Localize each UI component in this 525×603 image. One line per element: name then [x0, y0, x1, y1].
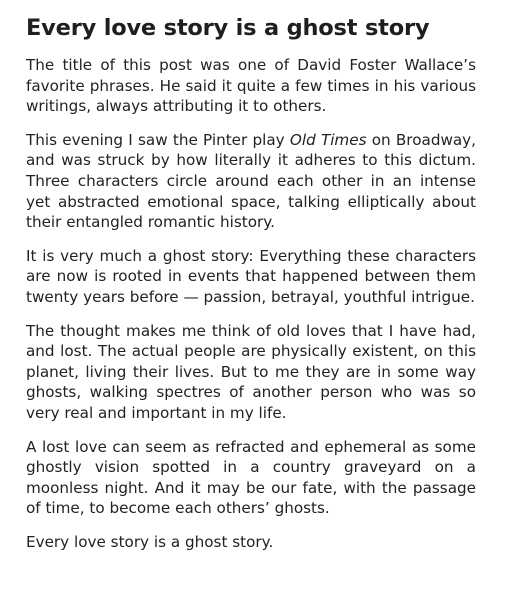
paragraph-2 — [26, 130, 476, 233]
post-title: Every love story is a ghost story — [26, 15, 430, 41]
paragraph-3: It is very much a ghost story: Everything these characters are now is rooted in events that happened between them twenty years before — passion, betrayal, youthful intrigue. — [26, 246, 476, 306]
paragraph-1: The title of this post was one of David Foster Wallace’s favorite phrases. He said it quite a few times in his various writings, always attributing it to others. — [26, 56, 476, 116]
paragraph-2-text-before: This evening I saw the Pinter play — [26, 130, 290, 149]
paragraph-4: The thought makes me think of old loves that I have had, and lost. The actual people are physically existent, on this planet, living their lives. But to me they are in some way ghosts, walking spectres of another person who was so very real and important in my life. — [26, 321, 476, 422]
paragraph-6: Every love story is a ghost story. — [26, 532, 274, 551]
paragraph-2-text-after: on Broadway, and was struck by how literally it adheres to this dictum. Three characters circle around each other in an intense yet abstracted emotional space, talking elliptically about their entangled romantic history. — [26, 130, 477, 232]
paragraph-5: A lost love can seem as refracted and ephemeral as some ghostly vision spotted in a country graveyard on a moonless night. And it may be our fate, with the passage of time, to become each others’ ghosts. — [26, 437, 476, 518]
blog-post — [26, 13, 476, 565]
play-title-emphasis: Old Times — [289, 130, 367, 149]
